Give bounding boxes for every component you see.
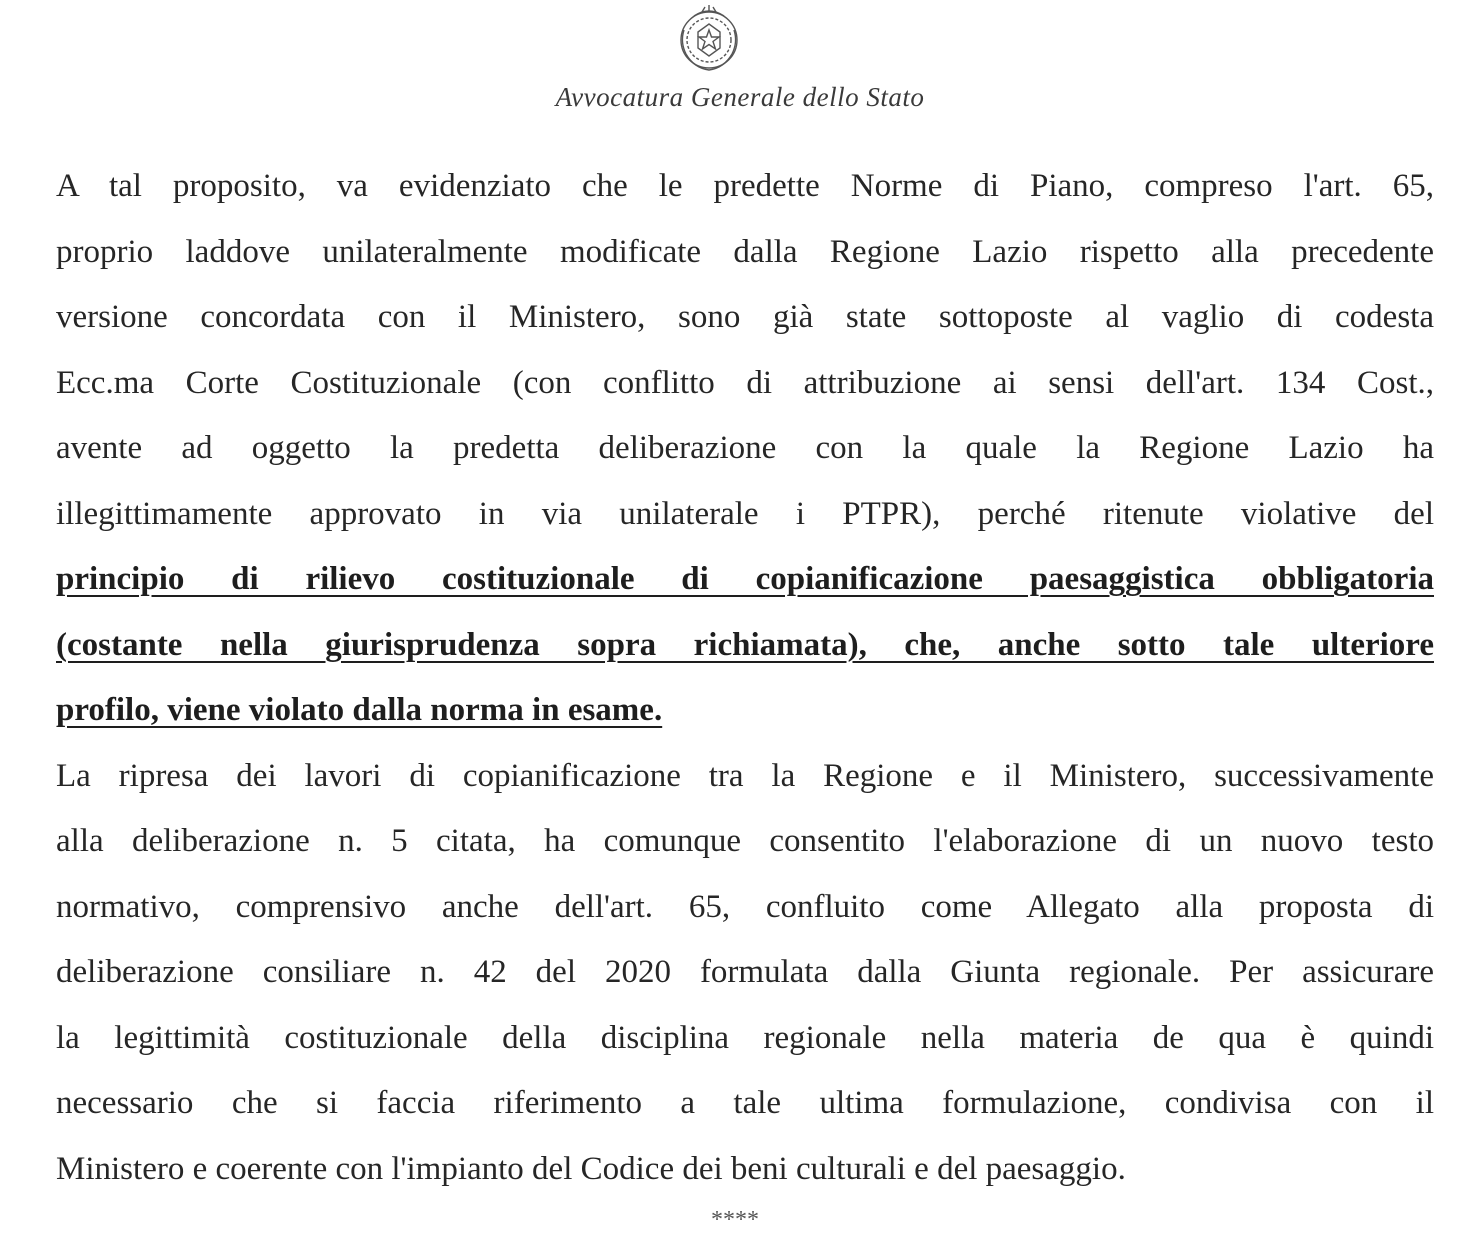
text-line: [56, 482, 1434, 548]
emphasized-text: profilo, viene violato dalla norma in esame.: [56, 692, 663, 728]
text-line: [56, 678, 1434, 744]
text-line: [56, 416, 1434, 482]
line-text: La ripresa dei lavori di copianificazione tra la Regione e il Ministero, successivamente: [56, 757, 1434, 794]
line-text: deliberazione consiliare n. 42 del 2020 formulata dalla Giunta regionale. Per assicurare: [56, 954, 1434, 990]
line-text: illegittimamente approvato in via unilaterale i PTPR), perché ritenute violative del: [56, 495, 1434, 532]
line-text: proprio laddove unilateralmente modificate dalla Regione Lazio rispetto alla precedente: [56, 233, 1434, 270]
line-text: normativo, comprensivo anche dell'art. 65, confluito come Allegato alla proposta di: [56, 888, 1434, 925]
line-text: avente ad oggetto la predetta deliberazione con la quale la Regione Lazio ha: [56, 430, 1434, 466]
republic-emblem-icon: [672, 2, 746, 76]
text-line: [56, 1137, 1434, 1203]
text-line: [56, 1071, 1434, 1137]
document-body: [56, 154, 1434, 1202]
emphasized-text: principio di rilievo costituzionale di copianificazione paesaggistica obbligatoria: [56, 561, 1434, 597]
text-line: [56, 875, 1434, 941]
line-text: Ministero e coerente con l'impianto del Codice dei beni culturali e del paesaggio.: [56, 1150, 1126, 1187]
text-line: [56, 285, 1434, 351]
text-line: [56, 1006, 1434, 1072]
page-number-marker: ****: [711, 1207, 759, 1233]
text-line: [56, 220, 1434, 286]
line-text: versione concordata con il Ministero, sono già state sottoposte al vaglio di codesta: [56, 299, 1434, 335]
text-line: [56, 940, 1434, 1006]
text-line: [56, 351, 1434, 417]
line-text: necessario che si faccia riferimento a tale ultima formulazione, condivisa con il: [56, 1085, 1434, 1121]
emphasized-text: (costante nella giurisprudenza sopra richiamata), che, anche sotto tale ulteriore: [56, 626, 1434, 663]
text-line: [56, 613, 1434, 679]
text-line: [56, 547, 1434, 613]
line-text: A tal proposito, va evidenziato che le predette Norme di Piano, compreso l'art. 65,: [56, 168, 1434, 204]
text-line: [56, 744, 1434, 810]
line-text: alla deliberazione n. 5 citata, ha comunque consentito l'elaborazione di un nuovo testo: [56, 823, 1434, 859]
institution-header: Avvocatura Generale dello Stato: [555, 82, 925, 112]
line-text: Ecc.ma Corte Costituzionale (con conflitto di attribuzione ai sensi dell'art. 134 Cost.,: [56, 364, 1434, 401]
line-text: la legittimità costituzionale della disciplina regionale nella materia de qua è quindi: [56, 1019, 1434, 1056]
text-line: [56, 154, 1434, 220]
text-line: [56, 809, 1434, 875]
